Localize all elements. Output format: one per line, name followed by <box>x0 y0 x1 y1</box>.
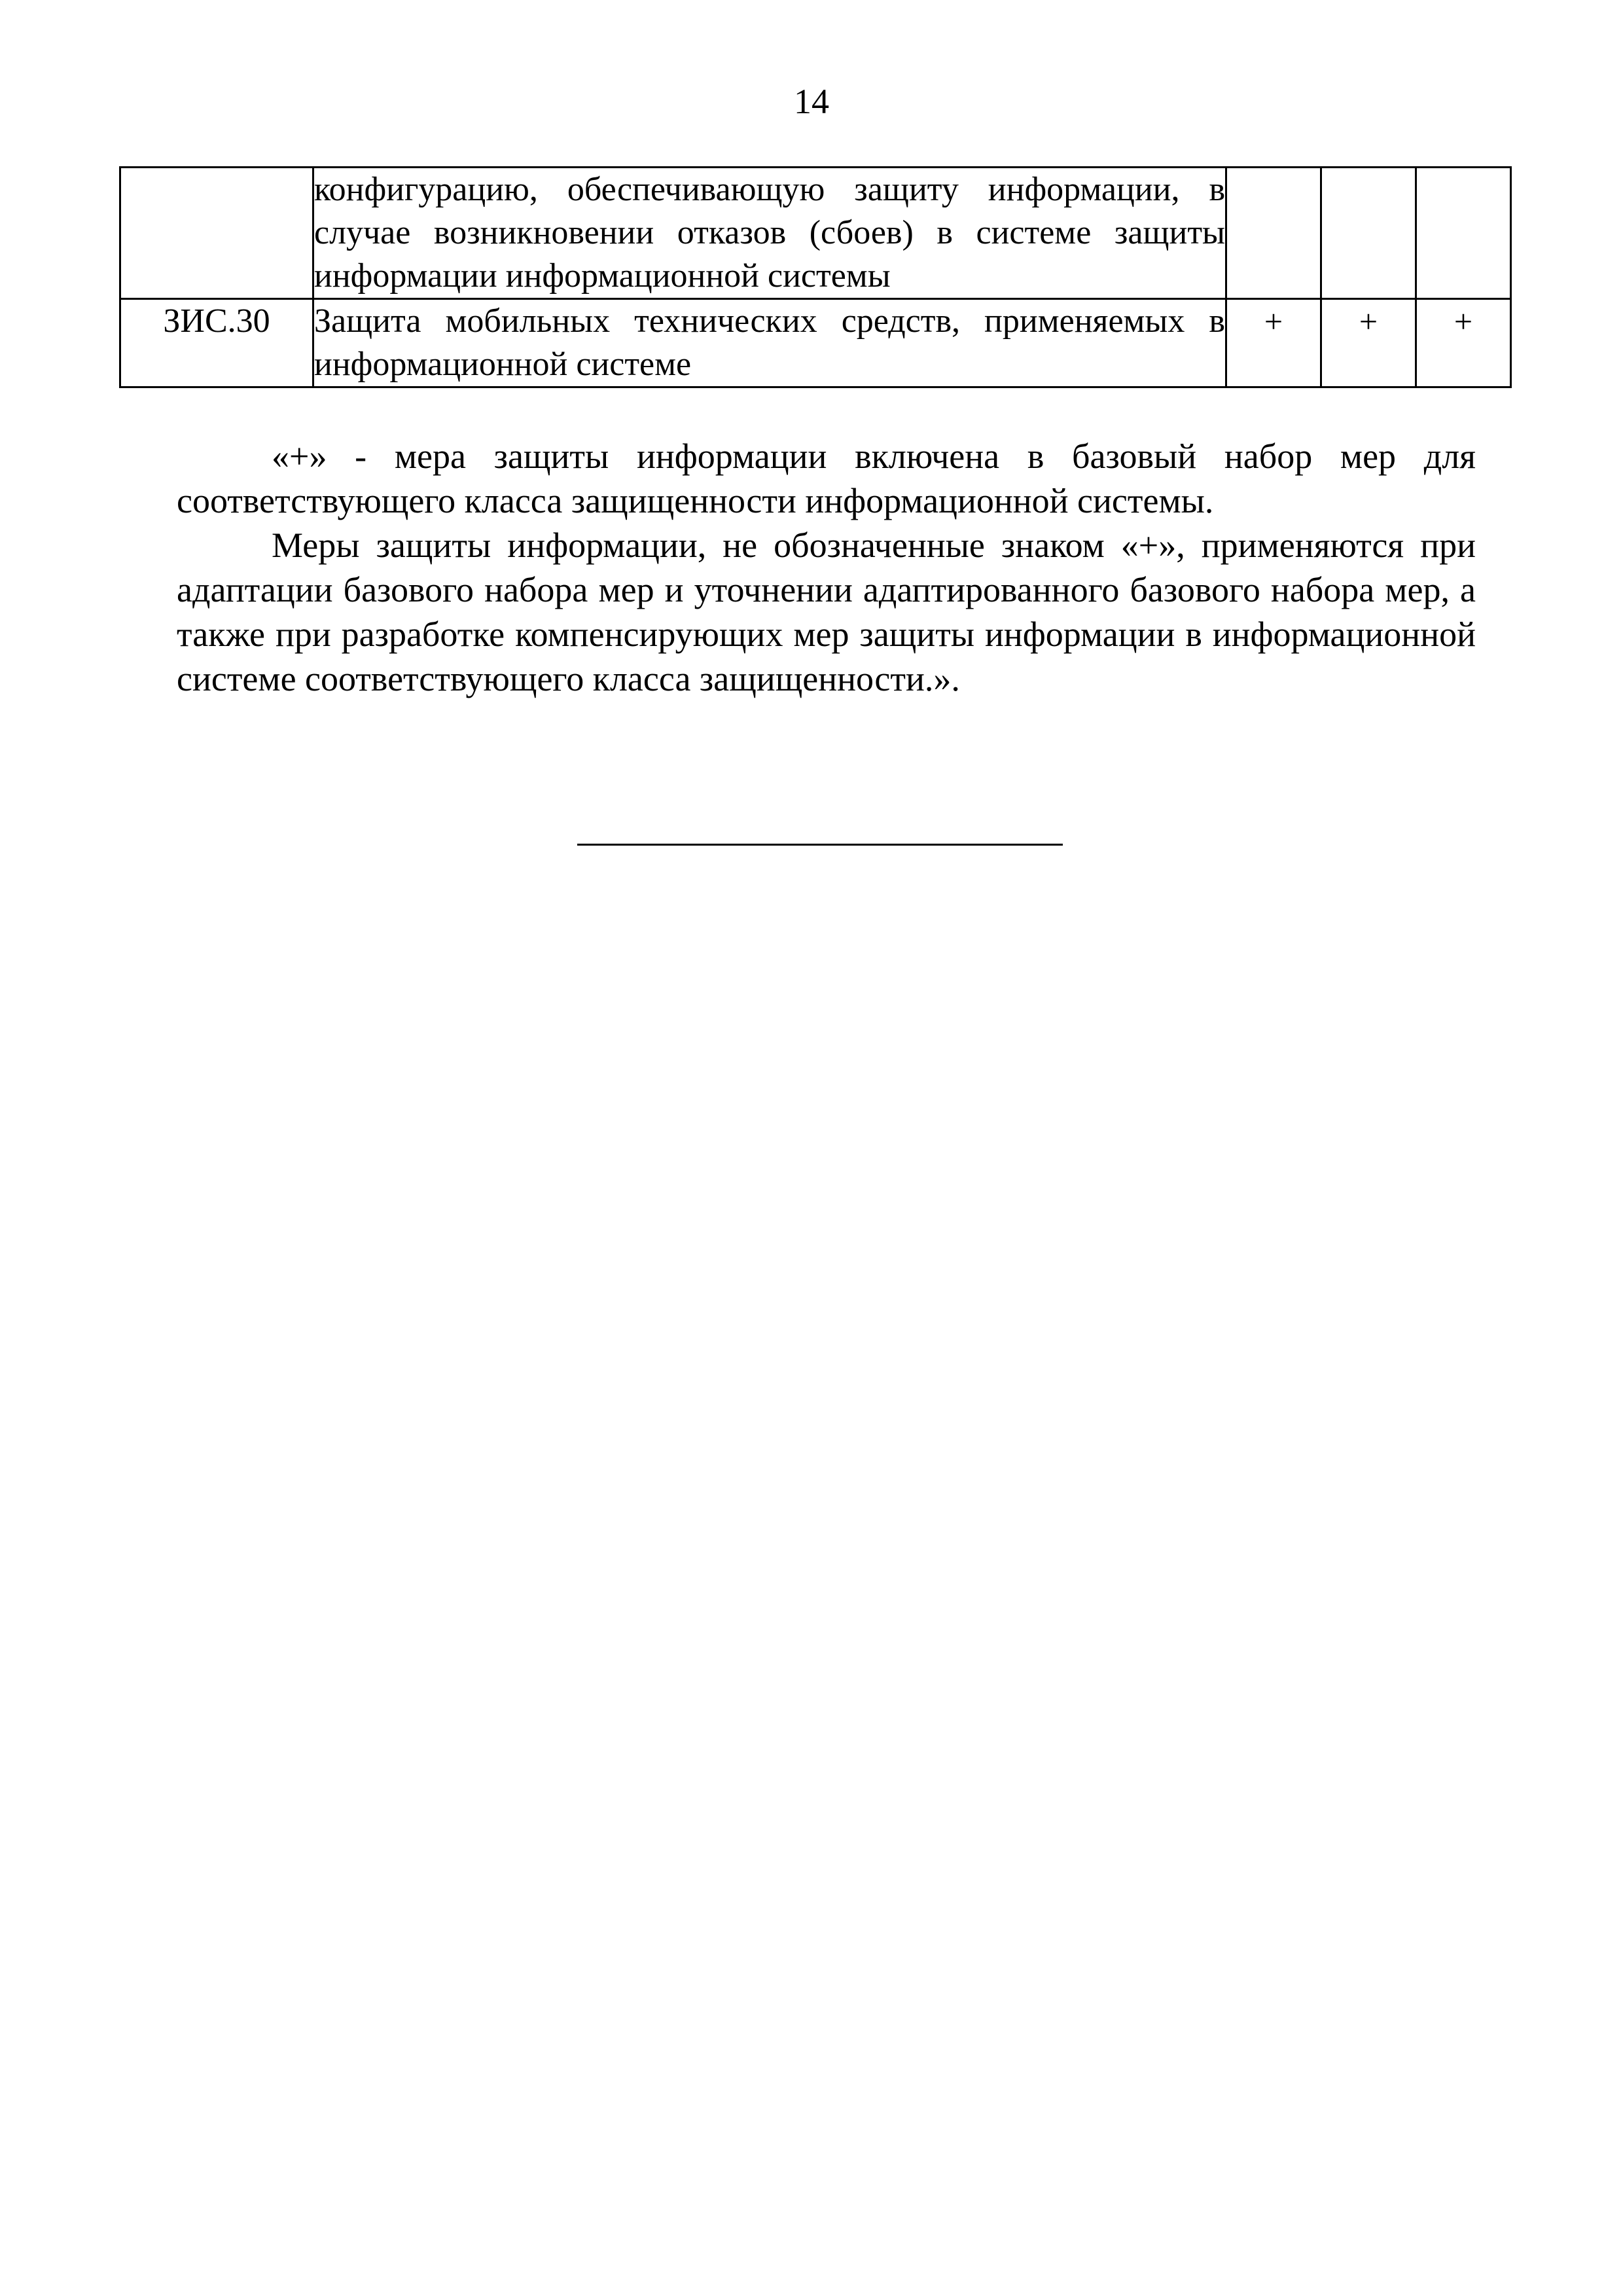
legend-note: «+» - мера защиты информации включена в базовый набор мер для соответствующего класса защищенности информационной системы. <box>177 437 1476 520</box>
class-mark-cell: + <box>1226 299 1321 387</box>
class-mark-cell <box>1321 168 1416 299</box>
measure-description-cell: конфигурацию, обеспечивающую защиту информации, в случае возникновении отказов (сбоев) в системе защиты информации информационной системы <box>313 168 1226 299</box>
measure-description-cell: Защита мобильных технических средств, применяемых в информационной системе <box>313 299 1226 387</box>
security-measures-table <box>119 166 1512 388</box>
measure-code-cell: ЗИС.30 <box>120 299 313 387</box>
class-mark-cell <box>1416 168 1511 299</box>
class-mark-cell: + <box>1416 299 1511 387</box>
page-number: 14 <box>794 82 829 121</box>
adaptation-note: Меры защиты информации, не обозначенные знаком «+», применяются при адаптации базового набора мер и уточнении адаптированного базового набора мер, а также при разработке компенсирующих мер защиты информации в информационной системе соответствующего класса защищенности.». <box>177 526 1476 698</box>
class-mark-cell <box>1226 168 1321 299</box>
notes-section <box>177 434 1476 701</box>
measure-code-cell <box>120 168 313 299</box>
table-row <box>120 168 1511 299</box>
end-of-document-rule <box>577 844 1063 846</box>
table-row <box>120 299 1511 387</box>
class-mark-cell: + <box>1321 299 1416 387</box>
